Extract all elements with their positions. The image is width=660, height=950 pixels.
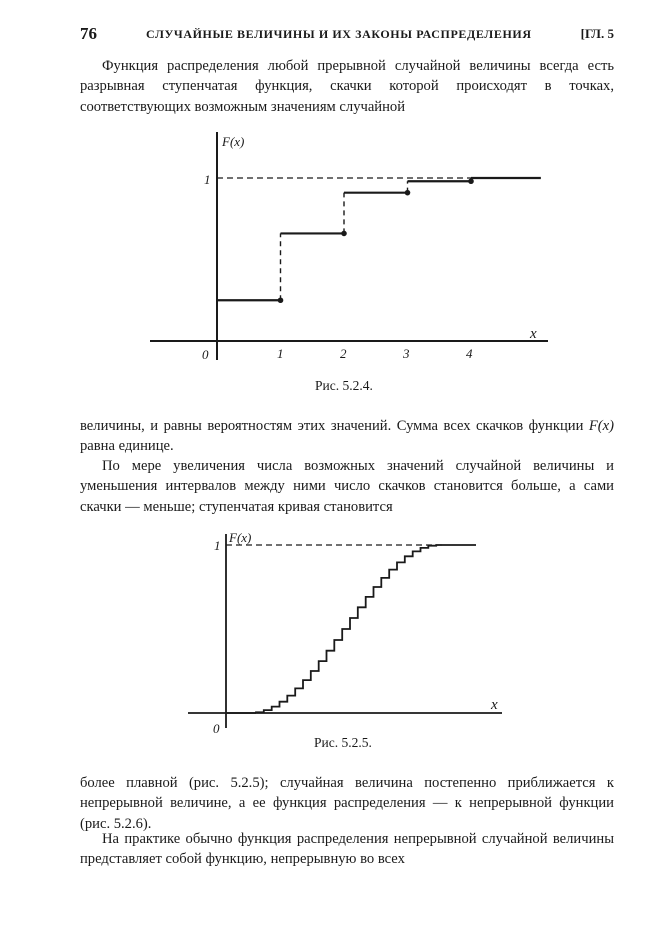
fig1-endpoint-dot xyxy=(468,178,474,184)
formula-fx: F(x) xyxy=(588,418,614,434)
fig1-endpoint-dot xyxy=(278,297,284,303)
fig1-endpoint-dot xyxy=(341,231,347,237)
fig1-xtick-1: 1 xyxy=(277,346,284,361)
fig1-endpoint-dot xyxy=(405,190,411,196)
chapter-marker: [ГЛ. 5 xyxy=(580,26,614,41)
fig2-caption: Рис. 5.2.5. xyxy=(314,735,372,750)
fig1-xtick-3: 3 xyxy=(403,346,410,361)
fig2-origin: 0 xyxy=(213,721,220,736)
fig1-xtick-4: 4 xyxy=(466,346,473,361)
fig1-caption: Рис. 5.2.4. xyxy=(315,378,373,393)
fig1-xlabel: x xyxy=(530,326,537,342)
paragraph-4: более плавной (рис. 5.2.5); случайная величина постепенно приближается к непрерывной величине, а ее функция распределения — к непрерывной функции (рис. 5.2.6). xyxy=(80,775,614,832)
fig2-ylabel: F(x) xyxy=(229,530,252,545)
paragraph-5: На практике обычно функция распределения непрерывной случайной величины представляет собой функцию, непрерывную во всех xyxy=(80,831,614,868)
fig2-step-curve xyxy=(256,545,444,713)
paragraph-3: По мере увеличения числа возможных значений случайной величины и уменьшения интервалов между ними число скачков становится больше, а сами скачки — меньше; ступенчатая кривая становится xyxy=(80,458,614,515)
running-title: СЛУЧАЙНЫЕ ВЕЛИЧИНЫ И ИХ ЗАКОНЫ РАСПРЕДЕЛЕНИЯ xyxy=(146,27,532,41)
paragraph-2: величины, и равны вероятностям этих значений. Сумма всех скачков функции F(x) равна единице. xyxy=(80,418,614,455)
fig1-xtick-2: 2 xyxy=(340,346,347,361)
fig1-origin: 0 xyxy=(202,347,209,362)
page-number: 76 xyxy=(80,24,97,43)
paragraph-1: Функция распределения любой прерывной случайной величины всегда есть разрывная ступенчатая функция, скачки которой происходят в точках, соответствующих возможным значениям случайной xyxy=(80,58,614,115)
fig1-ylabel: F(x) xyxy=(222,134,245,149)
fig1-y-one: 1 xyxy=(204,172,211,187)
fig2-y-one: 1 xyxy=(214,538,221,553)
fig2-xlabel: x xyxy=(491,697,498,713)
